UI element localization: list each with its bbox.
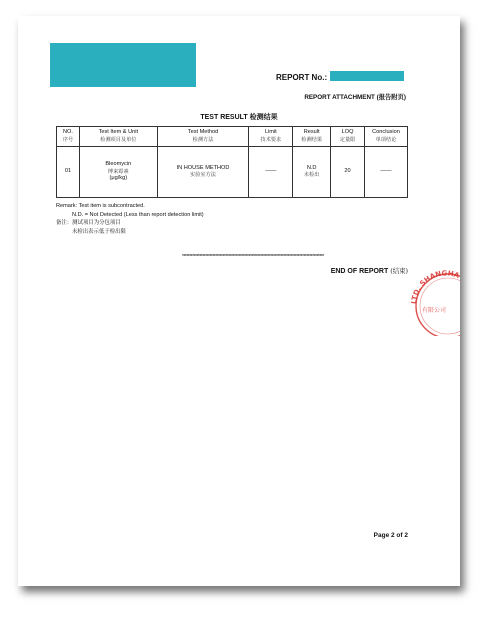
col-header-test-method: Test Method 检测方法: [157, 127, 249, 147]
report-number-label: REPORT No.:: [276, 73, 328, 82]
remark-cn-nd-definition: 未检出表示低于检出限: [72, 228, 126, 235]
cell-result: N.D 未检出: [293, 147, 331, 198]
seal-text-inner: 有限公司: [422, 307, 447, 314]
remark-cn-subcontracted: 备注：测试项目为分包项目: [56, 220, 121, 227]
end-of-report: END OF REPORT (结束): [330, 267, 408, 275]
cell-test-item: Bleomycin 博来霉素 (μg/kg): [79, 147, 157, 198]
test-result-table: [56, 126, 408, 198]
col-header-limit: Limit 技术要求: [249, 127, 293, 147]
cell-loq: 20: [331, 147, 365, 198]
company-seal-stamp: [404, 260, 460, 336]
document-page: [18, 16, 460, 586]
table-header-row: [57, 127, 408, 147]
cell-test-method: IN HOUSE METHOD 实验室方法: [157, 147, 249, 198]
col-header-conclusion: Conclusion 单项结论: [364, 127, 407, 147]
test-result-title: TEST RESULT 检测结果: [200, 114, 278, 121]
svg-text:LTD. SHANGHAI: [404, 260, 460, 304]
seal-text-top: LTD. SHANGHA: [409, 269, 460, 305]
cell-conclusion: ——: [364, 147, 407, 198]
col-header-test-item: Test Item & Unit 检测项目及单位: [79, 127, 157, 147]
remarks-block: [56, 202, 204, 236]
asterisk-divider: **************************************************************************************************: [182, 254, 324, 260]
remark-subcontracted: Remark: Test item is subcontracted.: [56, 203, 145, 209]
col-header-no: NO. 序号: [57, 127, 80, 147]
col-header-result: Result 检测结果: [293, 127, 331, 147]
page-number: Page 2 of 2: [373, 532, 408, 539]
report-attachment-title: REPORT ATTACHMENT (报告附页): [304, 94, 406, 101]
redacted-report-number: [330, 71, 404, 81]
cell-limit: ——: [249, 147, 293, 198]
redacted-logo-block: [50, 43, 196, 87]
remark-nd-definition: N.D. = Not Detected (Less than report detection limit): [72, 211, 204, 218]
table-row: [57, 147, 408, 198]
col-header-loq: LOQ 定量限: [331, 127, 365, 147]
cell-no: 01: [57, 147, 80, 198]
